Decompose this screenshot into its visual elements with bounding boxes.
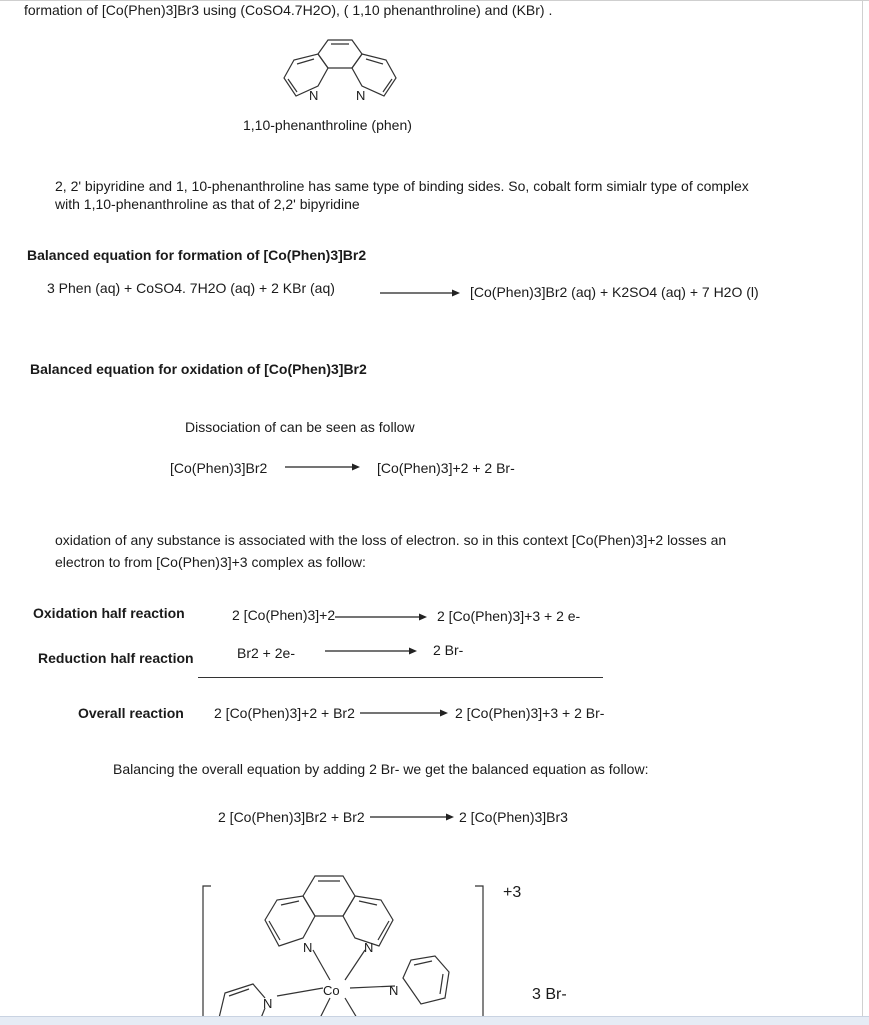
phenanthroline-structure	[280, 36, 400, 106]
reduction-half-arrow	[325, 646, 417, 656]
oxidation-half-arrow	[335, 612, 427, 622]
oxidation-explain-line1: oxidation of any substance is associated with the loss of electron. so in this context [Co(Phen)3]+2 losses an	[55, 532, 727, 548]
complex-structure	[195, 868, 495, 1018]
balancing-right: 2 [Co(Phen)3]Br3	[459, 809, 568, 825]
complex-n-1: N	[303, 940, 313, 955]
formation-products: [Co(Phen)3]Br2 (aq) + K2SO4 (aq) + 7 H2O (l)	[470, 284, 759, 300]
complex-n-3: N	[263, 996, 273, 1011]
complex-charge: +3	[503, 884, 522, 901]
formation-arrow	[380, 288, 460, 298]
phen-n-left: N	[309, 88, 319, 103]
page-right-border	[862, 0, 863, 1024]
top-border	[0, 0, 869, 1]
overall-label: Overall reaction	[78, 705, 184, 721]
dissociation-right: [Co(Phen)3]+2 + 2 Br-	[377, 460, 515, 476]
reduction-half-left: Br2 + 2e-	[237, 645, 295, 661]
balancing-arrow	[370, 812, 454, 822]
dissociation-intro: Dissociation of can be seen as follow	[185, 419, 415, 435]
phen-n-right: N	[356, 88, 366, 103]
counter-ion: 3 Br-	[532, 986, 567, 1003]
oxidation-explain-line2: electron to from [Co(Phen)3]+3 complex as follow:	[55, 554, 366, 570]
complex-co-atom: Co	[323, 983, 340, 998]
sum-divider	[198, 677, 603, 678]
page-title: formation of [Co(Phen)3]Br3 using (CoSO4.7H2O), ( 1,10 phenanthroline) and (KBr) .	[24, 2, 553, 18]
binding-paragraph-line1: 2, 2' bipyridine and 1, 10-phenanthroline has same type of binding sides. So, cobalt form simialr type of complex	[55, 178, 749, 194]
balancing-text: Balancing the overall equation by adding 2 Br- we get the balanced equation as follow:	[113, 761, 649, 777]
oxidation-half-right: 2 [Co(Phen)3]+3 + 2 e-	[437, 608, 581, 624]
balancing-left: 2 [Co(Phen)3]Br2 + Br2	[218, 809, 365, 825]
overall-arrow	[360, 708, 448, 718]
overall-right: 2 [Co(Phen)3]+3 + 2 Br-	[455, 705, 605, 721]
overall-left: 2 [Co(Phen)3]+2 + Br2	[214, 705, 355, 721]
phen-caption: 1,10-phenanthroline (phen)	[243, 117, 412, 133]
reduction-half-label: Reduction half reaction	[38, 650, 194, 666]
oxidation-half-left: 2 [Co(Phen)3]+2	[232, 607, 336, 623]
oxidation-heading: Balanced equation for oxidation of [Co(Phen)3]Br2	[30, 361, 367, 377]
dissociation-arrow	[285, 462, 360, 472]
complex-n-4: N	[389, 983, 399, 998]
reduction-half-right: 2 Br-	[433, 642, 464, 658]
formation-reactants: 3 Phen (aq) + CoSO4. 7H2O (aq) + 2 KBr (aq)	[47, 280, 335, 296]
formation-heading: Balanced equation for formation of [Co(Phen)3]Br2	[27, 247, 367, 263]
complex-n-2: N	[364, 940, 374, 955]
binding-paragraph-line2: with 1,10-phenanthroline as that of 2,2' bipyridine	[55, 196, 360, 212]
oxidation-half-label: Oxidation half reaction	[33, 605, 185, 621]
dissociation-left: [Co(Phen)3]Br2	[170, 460, 268, 476]
